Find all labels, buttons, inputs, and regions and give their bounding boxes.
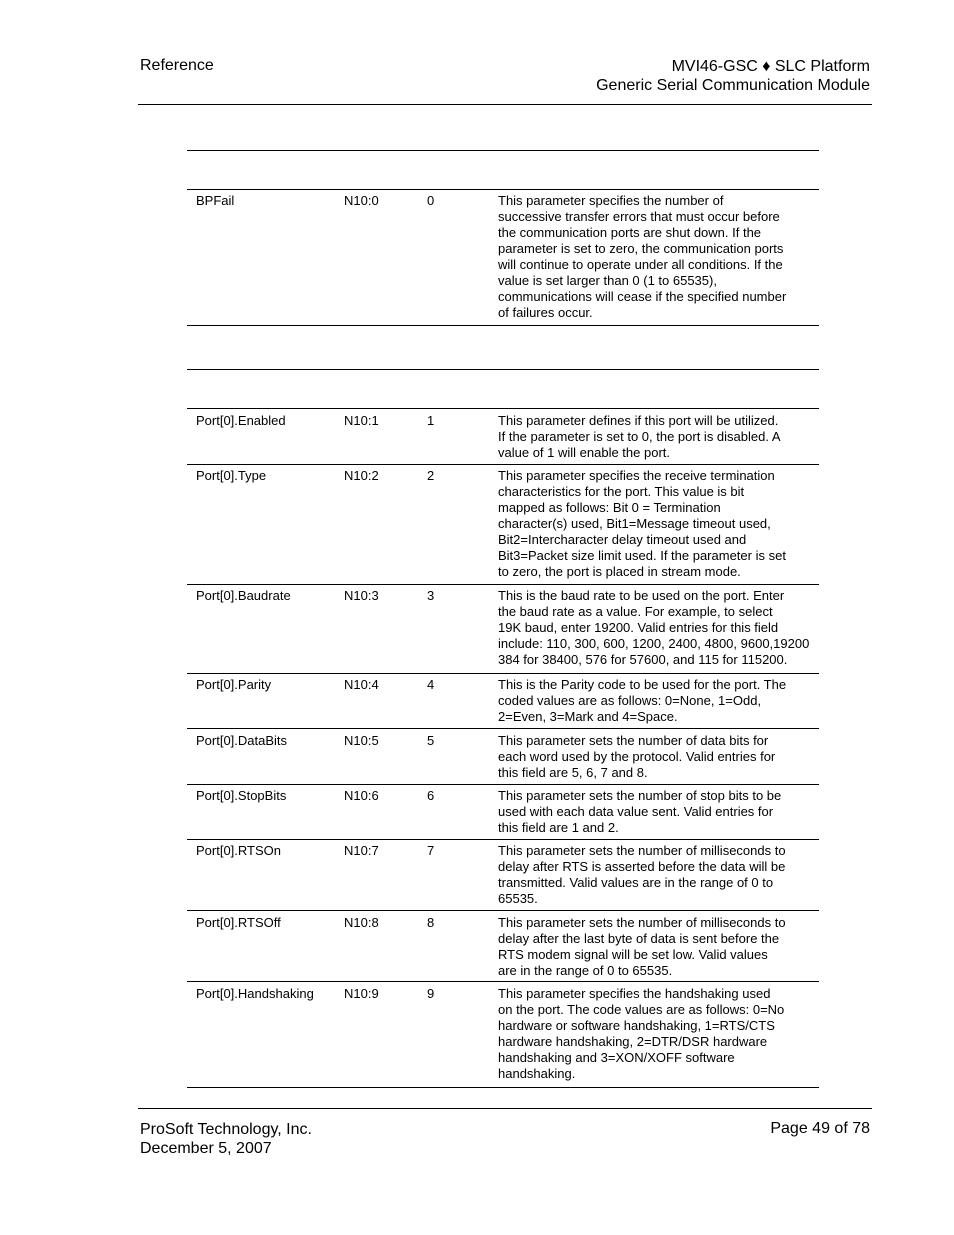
table1-top-rule — [187, 150, 819, 151]
param-address: N10:2 — [344, 468, 379, 483]
param-offset: 4 — [427, 677, 435, 692]
table-row-divider — [187, 584, 819, 585]
param-description: This parameter specifies the handshaking used on the port. The code values are as follows: 0=No hardware or software handshaking, 1=RTS/CTS hardware handshaking, 2=DTR/DSR hardware handshaking and 3=XON/XOFF software handshaking. — [498, 986, 785, 1081]
param-offset: 0 — [427, 193, 435, 208]
param-offset: 9 — [427, 986, 435, 1001]
param-description: This parameter sets the number of data bits for each word used by the protocol. Valid entries for this field are 5, 6, 7 and 8. — [498, 733, 776, 780]
table2-header-rule — [187, 408, 819, 409]
param-name: Port[0].RTSOff — [196, 915, 281, 930]
param-offset: 7 — [427, 843, 435, 858]
param-name: Port[0].RTSOn — [196, 843, 282, 858]
param-address: N10:3 — [344, 588, 379, 603]
param-description: This parameter specifies the number of successive transfer errors that must occur before the communication ports are shut down. If the parameter is set to zero, the communication ports will continue to operate under all conditions. If the value is set larger than 0 (1 to 65535), communications will cease if the specified number of failures occur. — [498, 193, 787, 320]
header-product-line1: MVI46-GSC ♦ SLC Platform — [671, 58, 870, 75]
param-address: N10:0 — [344, 193, 379, 208]
table-row-divider — [187, 784, 819, 785]
table1-bottom-rule — [187, 325, 819, 326]
param-name: Port[0].Parity — [196, 677, 272, 692]
footer-divider — [138, 1108, 872, 1109]
table-row-divider — [187, 728, 819, 729]
footer-company: ProSoft Technology, Inc. — [140, 1121, 312, 1138]
param-description: This is the Parity code to be used for the port. The coded values are as follows: 0=None, 1=Odd, 2=Even, 3=Mark and 4=Space. — [498, 677, 787, 724]
footer-date: December 5, 2007 — [140, 1140, 272, 1157]
header-section-title: Reference — [140, 57, 214, 74]
param-description: This parameter sets the number of milliseconds to delay after the last byte of data is sent before the RTS modem signal will be set low. Valid values are in the range of 0 to 65535. — [498, 915, 786, 978]
table-row-divider — [187, 910, 819, 911]
table-row-divider — [187, 981, 819, 982]
header-product-line2: Generic Serial Communication Module — [596, 77, 870, 94]
param-description: This parameter defines if this port will be utilized. If the parameter is set to 0, the port is disabled. A value of 1 will enable the port. — [498, 413, 781, 460]
param-name: Port[0].Handshaking — [196, 986, 314, 1001]
param-offset: 8 — [427, 915, 435, 930]
param-address: N10:8 — [344, 915, 379, 930]
param-offset: 3 — [427, 588, 435, 603]
param-name: Port[0].Type — [196, 468, 267, 483]
table-row-divider — [187, 839, 819, 840]
param-address: N10:7 — [344, 843, 379, 858]
param-offset: 2 — [427, 468, 435, 483]
header-divider — [138, 104, 872, 105]
param-name: BPFail — [196, 193, 235, 208]
footer-company-info — [140, 1120, 312, 1158]
table-row-divider — [187, 464, 819, 465]
param-offset: 5 — [427, 733, 435, 748]
param-name: Port[0].Enabled — [196, 413, 286, 428]
table1-header-rule — [187, 189, 819, 190]
param-address: N10:4 — [344, 677, 379, 692]
param-address: N10:9 — [344, 986, 379, 1001]
param-description: This parameter sets the number of milliseconds to delay after RTS is asserted before the data will be transmitted. Valid values are in the range of 0 to 65535. — [498, 843, 786, 906]
header-product-title — [596, 57, 870, 95]
param-description: This is the baud rate to be used on the port. Enter the baud rate as a value. For example, to select 19K baud, enter 19200. Valid entries for this field include: 110, 300, 600, 1200, 2400, 4800, 9600,19200 384 for 38400, 576 for 57600, and 115 for 115200. — [498, 588, 810, 667]
param-address: N10:5 — [344, 733, 379, 748]
table2-top-rule — [187, 369, 819, 370]
param-name: Port[0].StopBits — [196, 788, 287, 803]
param-name: Port[0].Baudrate — [196, 588, 291, 603]
param-description: This parameter specifies the receive termination characteristics for the port. This value is bit mapped as follows: Bit 0 = Termination character(s) used, Bit1=Message timeout used, Bit2=Intercharacter delay timeout used and Bit3=Packet size limit used. If the parameter is set to zero, the port is placed in stream mode. — [498, 468, 786, 579]
param-offset: 1 — [427, 413, 435, 428]
param-description: This parameter sets the number of stop bits to be used with each data value sent. Valid entries for this field are 1 and 2. — [498, 788, 782, 835]
param-name: Port[0].DataBits — [196, 733, 288, 748]
param-offset: 6 — [427, 788, 435, 803]
table2-bottom-rule — [187, 1087, 819, 1088]
table-row-divider — [187, 673, 819, 674]
param-address: N10:6 — [344, 788, 379, 803]
footer-page-number: Page 49 of 78 — [770, 1120, 870, 1137]
param-address: N10:1 — [344, 413, 379, 428]
